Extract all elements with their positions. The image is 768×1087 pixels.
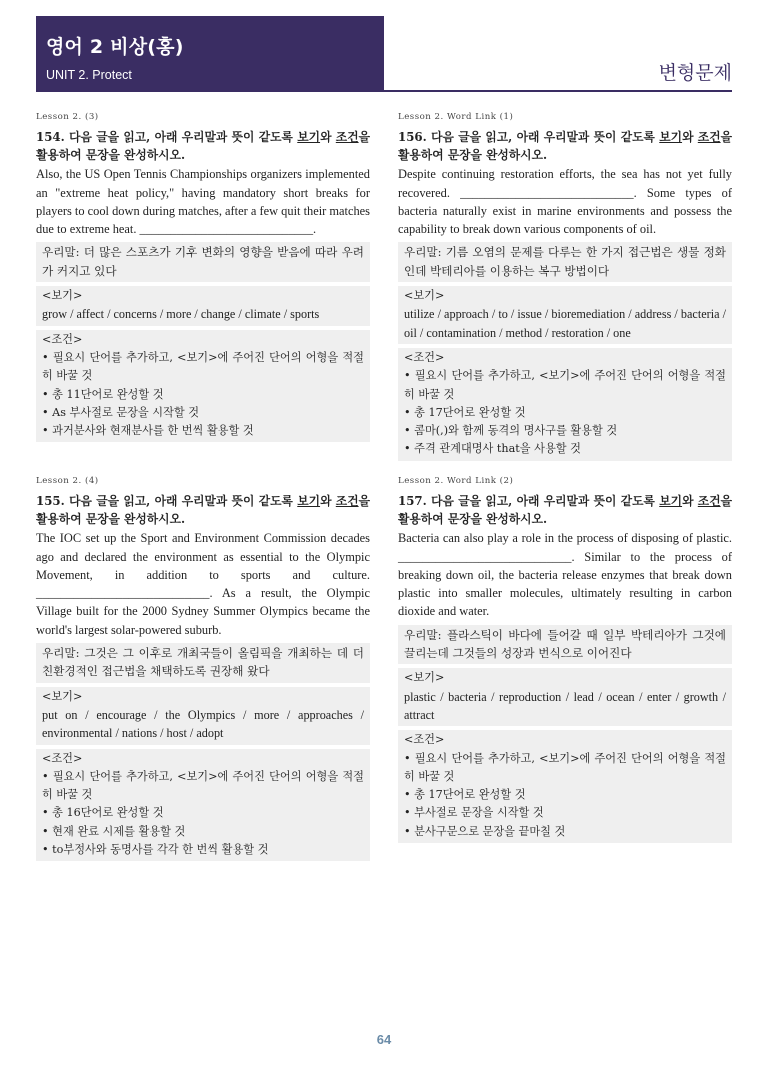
condition-item: • 현재 완료 시제를 활용할 것 [42, 824, 186, 838]
korean-text: 우리말: 기름 오염의 문제를 다루는 한 가지 접근법은 생물 정화인데 박테리아를 이용하는 복구 방법이다 [404, 245, 726, 278]
jogeon-word: 조건 [697, 130, 721, 145]
question-155 [36, 472, 370, 861]
condition-item: • 총 16단어로 완성할 것 [42, 806, 164, 820]
korean-box [398, 242, 732, 282]
boki-words: put on / encourage / the Olympics / more / approaches / environmental / nations / host / adopt [42, 707, 364, 741]
question-154 [36, 108, 370, 442]
lesson-label: Lesson 2. Word Link (1) [398, 112, 514, 122]
condition-item: • to부정사와 동명사를 각각 한 번씩 활용할 것 [42, 843, 269, 857]
condition-item: • 총 11단어로 완성할 것 [42, 387, 164, 401]
conditions-box [36, 330, 370, 443]
korean-box [36, 643, 370, 683]
condition-item: • 분사구문으로 문장을 끝마칠 것 [404, 824, 566, 838]
instruction-text: 다음 글을 읽고, 아래 우리말과 뜻이 같도록 [431, 130, 660, 145]
condition-item: • 과거분사와 현재분사를 한 번씩 활용할 것 [42, 424, 254, 438]
connector-text: 와 [682, 494, 698, 509]
korean-box [36, 242, 370, 282]
instruction-text: 다음 글을 읽고, 아래 우리말과 뜻이 같도록 [69, 130, 298, 145]
passage-text: Also, the US Open Tennis Championships organizers implemented an "extreme heat policy," having mandatory short breaks for players to cool down during matches, after a few quit their matches due to extreme heat. ____________________________. [36, 167, 370, 237]
condition-item: • 콤마(,)와 함께 동격의 명사구를 활용할 것 [404, 424, 618, 438]
boki-box [36, 286, 370, 326]
boki-word: 보기 [659, 130, 683, 145]
conditions-box [398, 730, 732, 843]
conditions-label: <조건> [404, 350, 445, 364]
condition-item: • 필요시 단어를 추가하고, <보기>에 주어진 단어의 어형을 적절히 바꿀 것 [42, 350, 364, 383]
boki-label: <보기> [404, 289, 445, 303]
instruction-text: 다음 글을 읽고, 아래 우리말과 뜻이 같도록 [431, 494, 660, 509]
question-number: 157. [398, 494, 427, 509]
boki-box [398, 286, 732, 344]
conditions-box [36, 749, 370, 862]
boki-word: 보기 [297, 494, 321, 509]
question-157 [398, 472, 732, 843]
question-instruction [398, 492, 732, 528]
jogeon-word: 조건 [335, 130, 359, 145]
boki-words: grow / affect / concerns / more / change / climate / sports [42, 307, 320, 322]
connector-text: 와 [320, 130, 336, 145]
question-instruction [36, 128, 370, 164]
conditions-box [398, 348, 732, 461]
connector-text: 와 [682, 130, 698, 145]
page-title: 영어 2 비상(홍) [46, 36, 184, 58]
condition-item: • 총 17단어로 완성할 것 [404, 405, 526, 419]
korean-text: 우리말: 그것은 그 이후로 개최국들이 올림픽을 개최하는 데 더 친환경적인 접근법을 채택하도록 권장해 왔다 [42, 646, 364, 679]
unit-label: UNIT 2. Protect [46, 68, 132, 82]
instruction-text: 을 활용하여 문장을 완성하시오. [36, 130, 370, 163]
lesson-label: Lesson 2. (4) [36, 476, 99, 486]
question-number: 155. [36, 494, 65, 509]
boki-label: <보기> [42, 689, 83, 703]
boki-box [36, 687, 370, 745]
lesson-label: Lesson 2. (3) [36, 112, 99, 122]
boki-word: 보기 [659, 494, 683, 509]
passage-text: The IOC set up the Sport and Environment Commission decades ago and declared the environment as essential to the Olympic Movement, in addition to sports and culture. ____________________________. As a result, the Olympic Village built for the 2000 Sydney Summer Olympics became the world's largest solar-powered suburb. [36, 531, 370, 637]
korean-text: 우리말: 더 많은 스포츠가 기후 변화의 영향을 받음에 따라 우려가 커지고 있다 [42, 245, 364, 278]
question-instruction [398, 128, 732, 164]
boki-label: <보기> [42, 289, 83, 303]
conditions-label: <조건> [42, 751, 83, 765]
instruction-text: 을 활용하여 문장을 완성하시오. [398, 494, 732, 527]
question-number: 156. [398, 130, 427, 145]
condition-item: • 필요시 단어를 추가하고, <보기>에 주어진 단어의 어형을 적절히 바꿀 것 [42, 769, 364, 802]
jogeon-word: 조건 [697, 494, 721, 509]
condition-item: • 부사절로 문장을 시작할 것 [404, 806, 544, 820]
header-banner [36, 16, 384, 90]
conditions-label: <조건> [42, 332, 83, 346]
condition-item: • 필요시 단어를 추가하고, <보기>에 주어진 단어의 어형을 적절히 바꿀 것 [404, 751, 726, 783]
question-156 [398, 108, 732, 461]
page-number: 64 [376, 1032, 392, 1047]
korean-box [398, 625, 732, 665]
header-divider [36, 90, 732, 92]
condition-item: • 주격 관계대명사 that을 사용할 것 [404, 442, 581, 456]
instruction-text: 다음 글을 읽고, 아래 우리말과 뜻이 같도록 [69, 494, 298, 509]
boki-label: <보기> [404, 671, 445, 685]
condition-item: • 필요시 단어를 추가하고, <보기>에 주어진 단어의 어형을 적절히 바꿀 것 [404, 369, 726, 401]
lesson-label: Lesson 2. Word Link (2) [398, 476, 514, 486]
boki-box [398, 668, 732, 726]
conditions-label: <조건> [404, 733, 445, 747]
boki-words: plastic / bacteria / reproduction / lead / ocean / enter / growth / attract [404, 689, 726, 722]
connector-text: 와 [320, 494, 336, 509]
section-label: 변형문제 [658, 62, 732, 84]
korean-text: 우리말: 플라스틱이 바다에 들어갈 때 일부 박테리아가 그것에 끌리는데 그것들의 성장과 번식으로 이어진다 [404, 627, 726, 661]
condition-item: • As 부사절로 문장을 시작할 것 [42, 405, 200, 419]
question-instruction [36, 492, 370, 528]
passage-text: Bacteria can also play a role in the process of disposing of plastic. ____________________________. Similar to the process of breaking down oil, the bacteria release enzymes that break down plastic into smaller molecules, ultimately resulting in carbon dioxide and water. [398, 531, 732, 619]
condition-item: • 총 17단어로 완성할 것 [404, 788, 526, 802]
boki-word: 보기 [297, 130, 321, 145]
boki-words: utilize / approach / to / issue / bioremediation / address / bacteria / oil / contamination / method / restoration / one [404, 307, 726, 340]
instruction-text: 을 활용하여 문장을 완성하시오. [36, 494, 370, 527]
passage-text: Despite continuing restoration efforts, the sea has not yet fully recovered. ____________________________. Some types of bacteria naturally exist in marine environments and possess the capability to break down various components of oil. [398, 167, 732, 237]
question-number: 154. [36, 130, 65, 145]
jogeon-word: 조건 [335, 494, 359, 509]
instruction-text: 을 활용하여 문장을 완성하시오. [398, 130, 732, 163]
